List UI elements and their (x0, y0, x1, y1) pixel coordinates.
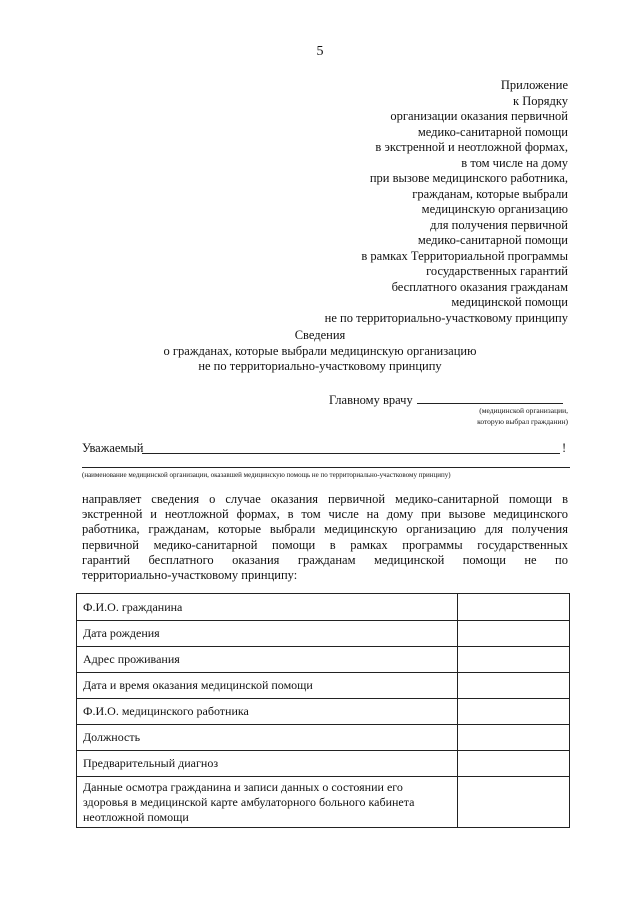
table-row (77, 777, 570, 828)
appendix-line: в рамках Территориальной программы (361, 248, 568, 263)
citizen-info-table (76, 593, 570, 828)
appendix-line: медико-санитарной помощи (417, 233, 568, 247)
table-row (77, 647, 570, 673)
appendix-line: бесплатного оказания гражданам (391, 279, 568, 294)
table-label-cell: Адрес проживания (77, 647, 458, 673)
table-value-cell[interactable] (457, 621, 569, 647)
table-value-cell[interactable] (457, 699, 569, 725)
body-paragraph (82, 492, 568, 583)
appendix-line: для получения первичной (430, 217, 568, 232)
table-value-cell[interactable] (457, 594, 569, 621)
table-label-cell: Дата рождения (77, 621, 458, 647)
table-label-cell: Дата и время оказания медицинской помощи (77, 673, 458, 699)
paragraph-line: гарантий бесплатного оказания гражданам медицинской помощи не по (82, 552, 568, 567)
title-line: Сведения (294, 328, 346, 342)
paragraph-line: направляет сведения о случае оказания первичной медико-санитарной помощи в (82, 492, 568, 506)
table-label-cell: Данные осмотра гражданина и записи данных о состоянии его здоровья в медицинской карте амбулаторного больного кабинета неотложной помощи (77, 777, 458, 828)
table-row (77, 725, 570, 751)
paragraph-line: работника, гражданам, которые выбрали медицинскую организацию для получения (82, 522, 568, 537)
org-hint: (наименование медицинской организации, оказавшей медицинскую помощь не по территориально-участковому принципу) (82, 471, 451, 479)
page-number: 5 (316, 44, 324, 59)
table-value-cell[interactable] (457, 777, 569, 828)
title-line: не по территориально-участковому принципу (198, 359, 442, 373)
table-row (77, 621, 570, 647)
table-value-cell[interactable] (457, 647, 569, 673)
appendix-line: в том числе на дому (461, 155, 568, 170)
table-row (77, 751, 570, 777)
table-row (77, 673, 570, 699)
title-line: о гражданах, которые выбрали медицинскую организацию (163, 343, 477, 358)
appendix-line: организации оказания первичной (390, 109, 568, 123)
table-label-cell: Должность (77, 725, 458, 751)
appendix-line: при вызове медицинского работника, (369, 171, 568, 185)
addressee-hint-line: (медицинской организации, (479, 406, 568, 415)
paragraph-line: территориально-участковому принципу: (82, 568, 298, 583)
table-value-cell[interactable] (457, 725, 569, 751)
salutation-blank-line[interactable] (142, 453, 560, 454)
table-value-cell[interactable] (457, 751, 569, 777)
appendix-line: Приложение (500, 78, 568, 92)
paragraph-line: экстренной и неотложной формах, в том числе на дому при вызове медицинского (82, 507, 568, 522)
appendix-line: в экстренной и неотложной формах, (375, 140, 568, 154)
addressee-blank-line[interactable] (417, 391, 563, 404)
table-label-cell: Ф.И.О. медицинского работника (77, 699, 458, 725)
addressee-hint (368, 405, 568, 427)
appendix-line: гражданам, которые выбрали (412, 186, 568, 201)
org-hint-divider (82, 467, 570, 468)
table-row (77, 699, 570, 725)
appendix-line: медико-санитарной помощи (417, 124, 568, 139)
salutation-exclamation: ! (562, 441, 567, 455)
paragraph-line: первичной медико-санитарной помощи в рамках программы государственных (82, 537, 568, 552)
appendix-line: государственных гарантий (426, 264, 568, 278)
addressee-hint-line: которую выбрал гражданин) (477, 417, 568, 426)
table-label-cell: Предварительный диагноз (77, 751, 458, 777)
addressee-label: Главному врачу (329, 393, 413, 407)
appendix-line: медицинскую организацию (421, 202, 568, 216)
table-label-cell: Ф.И.О. гражданина (77, 594, 458, 621)
appendix-line: не по территориально-участковому принципу (324, 310, 568, 325)
appendix-line: медицинской помощи (451, 295, 568, 309)
appendix-header (208, 78, 568, 326)
appendix-line: к Порядку (513, 93, 568, 108)
document-title (0, 328, 640, 375)
salutation-label: Уважаемый (82, 441, 144, 455)
salutation-field (82, 441, 570, 456)
table-value-cell[interactable] (457, 673, 569, 699)
table-row (77, 594, 570, 621)
